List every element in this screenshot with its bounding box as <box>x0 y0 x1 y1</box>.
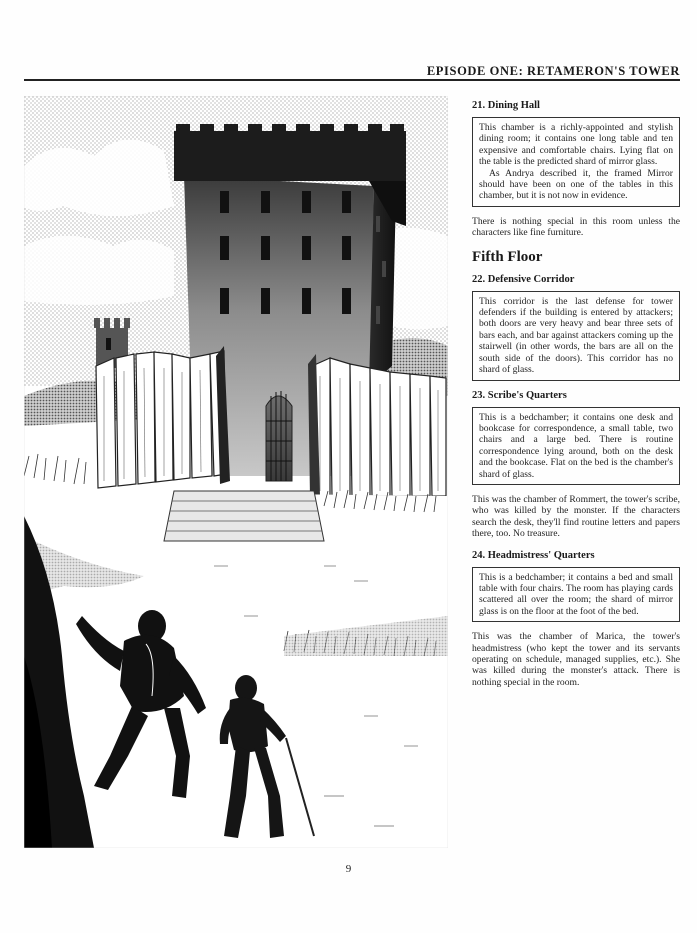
room-24-notes: This was the chamber of Marica, the tower's headmistress (who kept the tower and its servants operating on schedule, managed supplies, etc.). She was killed during the monster's attack. There is nothing special in the room. <box>472 631 680 688</box>
room-24-heading: 24. Headmistress' Quarters <box>472 549 595 561</box>
room-23-boxed-text <box>472 407 680 485</box>
room-21-boxed-text <box>472 117 680 207</box>
room-21-notes: There is nothing special in this room unless the characters like fine furniture. <box>472 215 680 239</box>
text-column <box>472 100 680 698</box>
room-24-box-text: This is a bedchamber; it contains a bed and small table with four chairs. The room has playing cards scattered all over the room; the shard of mirror glass is on the floor at the foot of the bed. <box>479 571 673 617</box>
tower-illustration <box>24 96 448 848</box>
episode-title: EPISODE ONE: RETAMERON'S TOWER <box>426 64 680 78</box>
page-number: 9 <box>345 863 352 875</box>
room-24-boxed-text <box>472 567 680 623</box>
room-21-heading: 21. Dining Hall <box>472 100 540 111</box>
room-22-boxed-text <box>472 291 680 381</box>
room-23-notes: This was the chamber of Rommert, the tower's scribe, who was killed by the monster. If the characters search the desk, they'll find routine letters and papers there, too. No treasure. <box>472 493 680 540</box>
room-21-box-p2: As Andrya described it, the framed Mirror should have been on one of the tables in this chamber, but it is not now in evidence. <box>479 167 673 202</box>
header-rule <box>24 79 680 81</box>
room-23-box-text: This is a bedchamber; it contains one desk and bookcase for correspondence, a small table, two chairs and a large bed. There is routine correspondence lying around, both on the desk and the bookcase. Flat on the bed is the chamber's shard of glass. <box>479 411 673 480</box>
room-21-box-p1: This chamber is a richly-appointed and stylish dining room; it contains one long table and ten expensive and comfortable chairs. Lying flat on the table is the predicted shard of mirror glass. <box>479 122 673 168</box>
room-23-heading: 23. Scribe's Quarters <box>472 389 567 401</box>
fifth-floor-heading: Fifth Floor <box>472 248 543 265</box>
room-22-heading: 22. Defensive Corridor <box>472 273 575 285</box>
room-22-box-text: This corridor is the last defense for tower defenders if the building is entered by attackers; both doors are very heavy and bear three sets of bars each, and bar against attackers coming up the stairwell (in other words, the bars are all on the south side of the doors). This corridor has no shard of glass. <box>479 295 673 376</box>
running-header <box>24 62 680 80</box>
